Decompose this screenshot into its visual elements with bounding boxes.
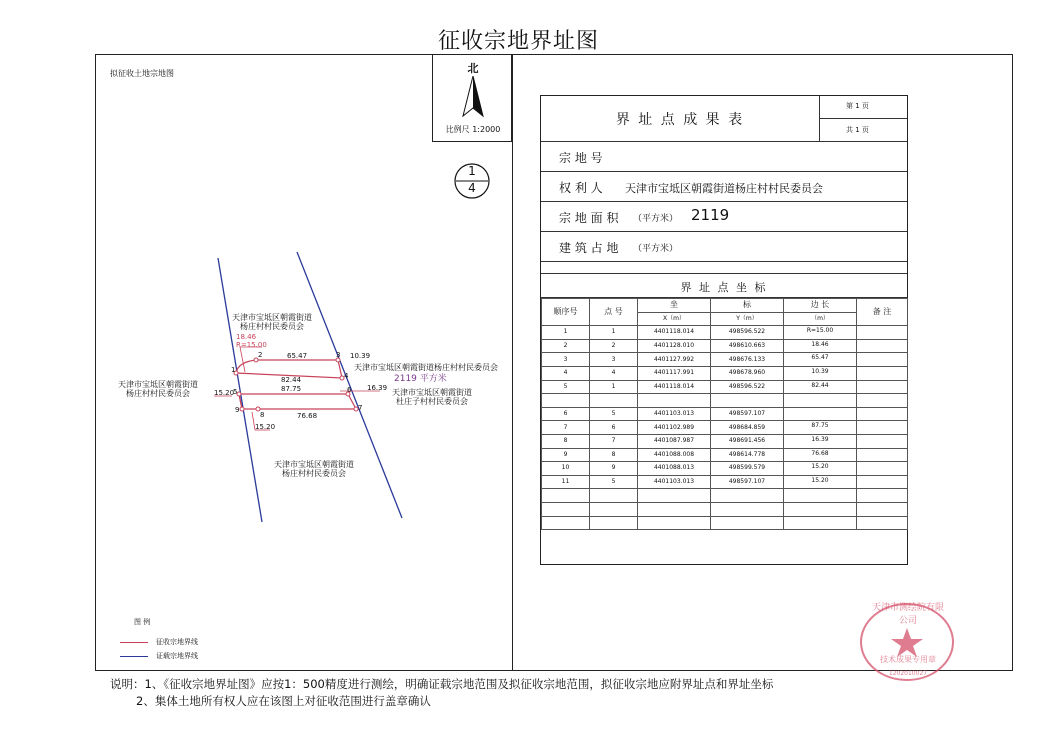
cell-y: 498676.133	[711, 353, 784, 367]
cell-y: 498614.778	[711, 448, 784, 462]
table-row	[542, 366, 908, 380]
legend-item: 征收宗地界线	[120, 637, 198, 647]
table-row	[542, 326, 908, 340]
col-note: 备 注	[857, 299, 908, 326]
table-row	[542, 394, 908, 408]
cell-x: 4401102.989	[638, 421, 711, 435]
area-unit: （平方米）	[633, 214, 679, 224]
spacer-row	[541, 262, 907, 274]
cell-seq: 11	[542, 475, 590, 489]
cell-edge: 16.39	[784, 434, 857, 448]
cell-edge: 65.47	[784, 353, 857, 367]
table-title: 界 址 点 成 果 表	[615, 112, 745, 128]
parcel-boundary-south	[239, 394, 356, 409]
note-line: 2、集体土地所有权人应在该图上对征收范围进行盖章确认	[136, 694, 431, 708]
point-label: 6	[347, 386, 352, 394]
owner-label: 权 利 人	[559, 181, 603, 195]
cell-pt: 5	[590, 475, 638, 489]
cell-x: 4401088.008	[638, 448, 711, 462]
point-label: 4	[344, 372, 349, 380]
point-label: 3	[336, 351, 341, 359]
cell-y: 498599.579	[711, 462, 784, 476]
coordinate-table	[541, 298, 908, 530]
col-coord: 标	[711, 299, 784, 313]
col-coord: 坐	[638, 299, 711, 313]
cell-seq: 6	[542, 407, 590, 421]
cell-note	[857, 448, 908, 462]
legend-item: 证载宗地界线	[120, 651, 198, 661]
cell-pt	[590, 394, 638, 408]
cell-seq: 9	[542, 448, 590, 462]
cell-y: 498691.456	[711, 434, 784, 448]
cell-seq: 2	[542, 339, 590, 353]
seal-subtext: 技术成果专用章	[880, 655, 936, 664]
cell-x: 4401117.991	[638, 366, 711, 380]
note-line: 说明：1、《征收宗地界址图》应按1：500精度进行测绘，明确证载宗地范围及拟征收宗地范围，拟征收宗地应附界址点和界址坐标	[110, 677, 774, 691]
scale-label: 比例尺 1:2000	[445, 125, 501, 134]
cell-edge: 15.20	[784, 475, 857, 489]
cell-note	[857, 326, 908, 340]
owner-label-right-bottom: 天津市宝坻区朝霞街道 杜庄子村村民委员会	[392, 388, 472, 406]
cell-note	[857, 394, 908, 408]
cell-pt: 7	[590, 434, 638, 448]
cell-seq: 3	[542, 353, 590, 367]
cell-x	[638, 394, 711, 408]
page-label: 第 1 页	[846, 102, 869, 110]
building-unit: （平方米）	[633, 244, 679, 254]
building-row	[541, 232, 907, 262]
north-label: 北	[467, 62, 479, 75]
map-legend	[120, 617, 198, 661]
cell-x: 4401127.992	[638, 353, 711, 367]
cell-edge: R=15.00	[784, 326, 857, 340]
point-label: 9	[235, 406, 240, 414]
point-label: 2	[258, 351, 263, 359]
parcel-no-row	[541, 142, 907, 172]
cell-pt: 3	[590, 353, 638, 367]
owner-value: 天津市宝坻区朝霞街道杨庄村村民委员会	[625, 182, 823, 195]
cell-edge: 15.20	[784, 462, 857, 476]
owner-label-right-top: 天津市宝坻区朝霞街道杨庄村村民委员会	[354, 363, 498, 372]
edge-label: 82.44	[281, 376, 302, 384]
parcel-area-label: 2119 平方米	[394, 374, 447, 384]
table-row	[542, 462, 908, 476]
cell-pt: 9	[590, 462, 638, 476]
edge-label: 65.47	[287, 352, 308, 360]
cell-note	[857, 366, 908, 380]
table-row	[542, 489, 908, 503]
cell-seq: 7	[542, 421, 590, 435]
table-row	[542, 475, 908, 489]
col-point: 点 号	[590, 299, 638, 326]
table-title-row	[541, 96, 907, 142]
total-pages-label: 共 1 页	[846, 126, 869, 134]
table-row	[542, 339, 908, 353]
cell-pt: 6	[590, 421, 638, 435]
cell-y: 498597.107	[711, 475, 784, 489]
cell-note	[857, 339, 908, 353]
coord-title: 界 址 点 坐 标	[680, 281, 768, 294]
cell-x: 4401128.010	[638, 339, 711, 353]
owner-row	[541, 172, 907, 202]
seal-text: 天津市测绘院有限公司	[871, 603, 944, 626]
point-label: 8	[260, 411, 265, 419]
edge-label: 87.75	[281, 385, 302, 393]
edge-label: 10.39	[350, 352, 371, 360]
page-title: 征收宗地界址图	[437, 29, 599, 54]
col-seq: 顺序号	[542, 299, 590, 326]
building-label: 建 筑 占 地	[559, 241, 619, 255]
area-label: 宗 地 面 积	[559, 211, 619, 225]
table-row	[542, 421, 908, 435]
area-value: 2119	[691, 206, 730, 224]
table-row	[542, 516, 908, 530]
cell-pt: 8	[590, 448, 638, 462]
cell-note	[857, 353, 908, 367]
cell-x: 4401118.014	[638, 380, 711, 394]
edge-label: 15.20	[255, 423, 276, 431]
cell-edge: 82.44	[784, 380, 857, 394]
cell-y: 498684.859	[711, 421, 784, 435]
col-x: X（m）	[638, 312, 711, 326]
cell-note	[857, 421, 908, 435]
cell-y: 498678.960	[711, 366, 784, 380]
coord-title-row	[541, 274, 907, 298]
table-row	[542, 434, 908, 448]
col-edge: 边 长	[784, 299, 857, 313]
cell-x: 4401118.014	[638, 326, 711, 340]
cell-x: 4401087.987	[638, 434, 711, 448]
point-label: 5	[233, 388, 238, 396]
point-label: 7	[358, 404, 363, 412]
cell-edge: 76.68	[784, 448, 857, 462]
cell-edge	[784, 407, 857, 421]
cell-pt: 4	[590, 366, 638, 380]
cell-note	[857, 475, 908, 489]
table-row	[542, 448, 908, 462]
cell-seq: 1	[542, 326, 590, 340]
cell-edge: 10.39	[784, 366, 857, 380]
cell-note	[857, 434, 908, 448]
cell-seq: 5	[542, 380, 590, 394]
sheet-index-top: 1	[468, 164, 476, 178]
cell-y: 498597.107	[711, 407, 784, 421]
col-edge-unit: （m）	[784, 312, 857, 326]
parcel-no-label: 宗 地 号	[559, 151, 603, 165]
cell-note	[857, 380, 908, 394]
edge-label: R=15.00	[236, 341, 267, 349]
cell-note	[857, 462, 908, 476]
col-y: Y（m）	[711, 312, 784, 326]
cell-y	[711, 394, 784, 408]
owner-label-left: 天津市宝坻区朝霞街道 杨庄村村民委员会	[118, 380, 198, 398]
cell-pt: 2	[590, 339, 638, 353]
cell-pt: 1	[590, 326, 638, 340]
owner-label-top: 天津市宝坻区朝霞街道 杨庄村村民委员会	[232, 313, 312, 331]
notes	[110, 676, 773, 710]
cell-x: 4401103.013	[638, 475, 711, 489]
cell-x: 4401103.013	[638, 407, 711, 421]
sheet-index-bottom: 4	[468, 181, 476, 195]
cell-note	[857, 407, 908, 421]
cell-seq: 10	[542, 462, 590, 476]
cell-x: 4401088.013	[638, 462, 711, 476]
legend-title: 图 例	[134, 618, 151, 626]
cell-pt: 1	[590, 380, 638, 394]
seal-number: 1202010027	[888, 670, 928, 677]
cell-y: 498596.522	[711, 380, 784, 394]
cell-edge: 87.75	[784, 421, 857, 435]
boundary-point-table	[540, 95, 908, 565]
cell-pt: 5	[590, 407, 638, 421]
cell-seq	[542, 394, 590, 408]
edge-label: 16.39	[367, 384, 388, 392]
cell-seq: 4	[542, 366, 590, 380]
legend-swatch	[120, 642, 148, 643]
cell-seq: 8	[542, 434, 590, 448]
owner-label-bottom: 天津市宝坻区朝霞街道 杨庄村村民委员会	[274, 460, 354, 478]
table-row	[542, 407, 908, 421]
table-row	[542, 353, 908, 367]
edge-label: 76.68	[297, 412, 318, 420]
cell-edge	[784, 394, 857, 408]
table-row	[542, 380, 908, 394]
table-row	[542, 502, 908, 516]
point-label: 1	[231, 366, 236, 374]
map-caption: 拟征收土地宗地图	[110, 69, 174, 78]
cell-y: 498596.522	[711, 326, 784, 340]
cell-edge: 18.46	[784, 339, 857, 353]
edge-label: 15.20	[214, 389, 235, 397]
cell-y: 498610.663	[711, 339, 784, 353]
edge-label: 18.46	[236, 333, 257, 341]
legend-swatch	[120, 656, 148, 657]
area-row	[541, 202, 907, 232]
